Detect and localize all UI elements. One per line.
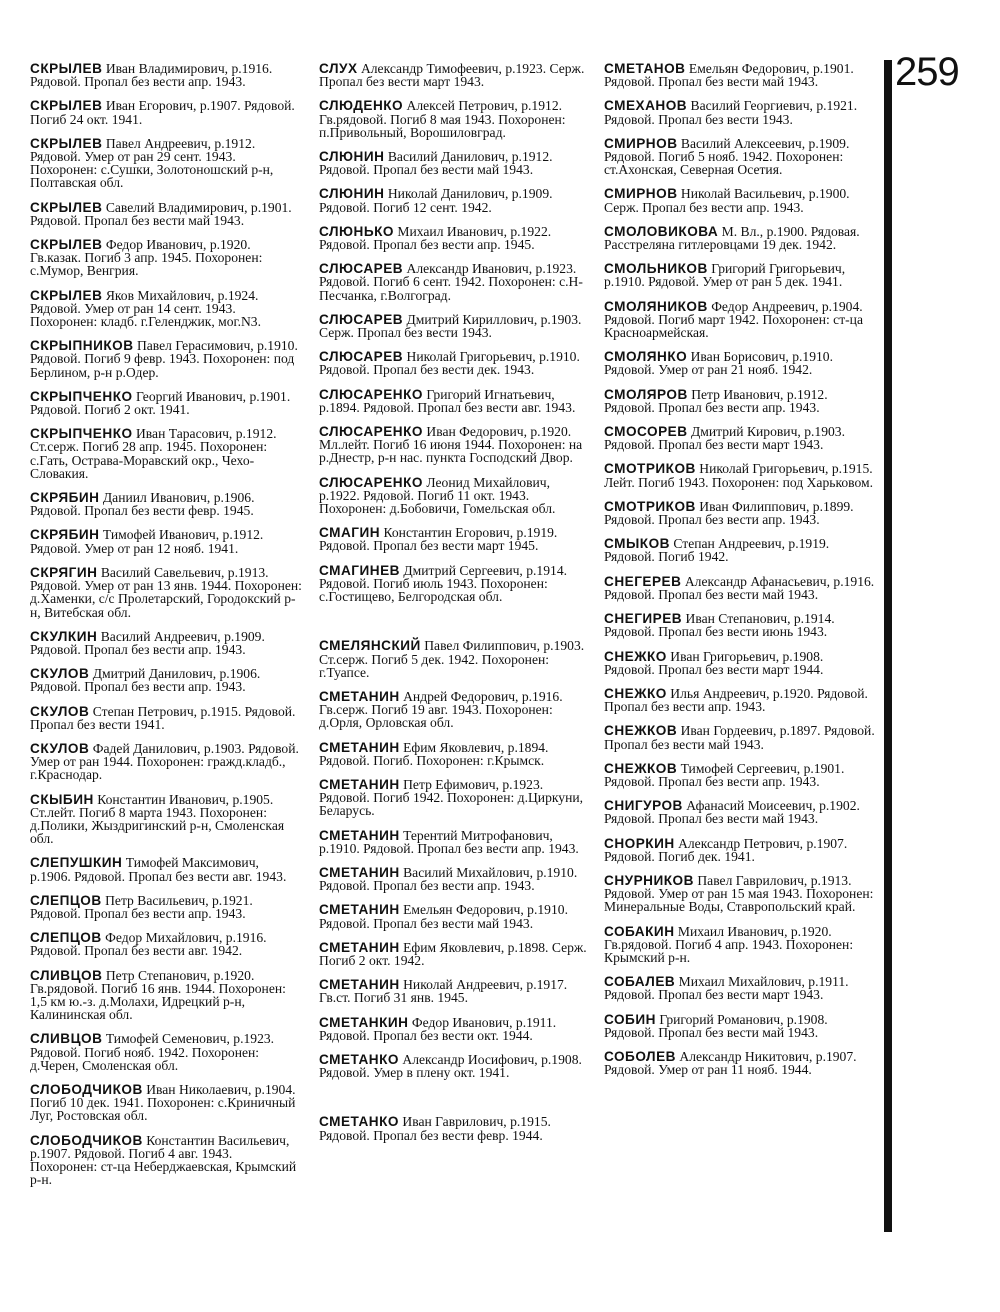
entry-text: Петр Степанович, р.1920. Гв.рядовой. Погиб 16 янв. 1944. Похоронен: 1,5 км ю.-з. д.Молахи, Идрецкий р-н, Калининская обл. [30,967,286,1023]
entry-text: Иван Гаврилович, р.1915. Рядовой. Пропал без вести февр. 1944. [319,1114,551,1143]
surname: СЛОБОДЧИКОВ [30,1132,143,1148]
surname: СНОРКИН [604,835,675,851]
surname: СМЕЛЯНСКИЙ [319,638,421,654]
entry-text: Даниил Иванович, р.1906. Рядовой. Пропал без вести февр. 1945. [30,490,255,519]
entry-text: Александр Иванович, р.1923. Рядовой. Погиб 6 сент. 1942. Похоронен: с.Н-Песчанка, г.Волгоград. [319,261,583,303]
list-item [319,778,591,818]
list-item [30,705,302,731]
entry-text: Николай Данилович, р.1909. Рядовой. Погиб 12 сент. 1942. [319,186,553,215]
surname: СЛЮСАРЕВ [319,311,404,327]
surname: СКУЛОВ [30,740,90,756]
list-item [30,390,302,416]
surname: СЛОБОДЧИКОВ [30,1081,143,1097]
entry-text: Степан Андреевич, р.1919. Рядовой. Погиб 1942. [604,536,830,565]
entry-text: Дмитрий Кирович, р.1903. Рядовой. Пропал без вести март 1943. [604,424,845,453]
list-item [30,62,302,88]
list-item [604,575,876,601]
list-item [604,99,876,125]
surname: СМЕТАНКО [319,1114,399,1130]
surname: СЛИВЦОВ [30,1031,103,1047]
list-item [30,856,302,882]
surname: СЛЮНЬКО [319,223,394,239]
list-item [604,1013,876,1039]
entry-text: Илья Андреевич, р.1920. Рядовой. Пропал без вести апр. 1943. [604,685,868,715]
surname: СЛЕПЦОВ [30,930,102,946]
surname: СЛУХ [319,61,358,76]
entry-text: Петр Васильевич, р.1921. Рядовой. Пропал без вести апр. 1943. [30,892,253,921]
surname: СЛЮНИН [319,186,385,202]
entry-text: Павел Филиппович, р.1903. Ст.серж. Погиб 5 дек. 1942. Похоронен: г.Туапсе. [319,638,585,680]
list-item [30,491,302,517]
surname: СМИРНОВ [604,186,678,202]
list-item [319,262,591,302]
surname: СМОЛЬНИКОВ [604,261,708,277]
surname: СМАГИНЕВ [319,562,400,578]
entry-text: Михаил Иванович, р.1920. Гв.рядовой. Погиб 4 апр. 1943. Похоронен: Крымский р-н. [604,923,854,965]
surname: СЛЕПУШКИН [30,855,123,871]
entry-text: Тимофей Семенович, р.1923. Рядовой. Погиб нояб. 1942. Похоронен: д.Черен, Смоленская обл. [30,1031,275,1073]
surname: СНУРНИКОВ [604,872,694,888]
list-item [30,742,302,782]
list-item [604,975,876,1001]
list-item [319,388,591,414]
surname: СНЕЖКО [604,685,667,701]
list-item [30,667,302,693]
surname: СКРЯБИН [30,527,100,543]
list-item [319,903,591,929]
entry-text: Тимофей Сергеевич, р.1901. Рядовой. Пропал без вести апр. 1943. [604,760,845,789]
list-item [30,1134,302,1187]
list-item [319,829,591,855]
surname: СКРЫЛЕВ [30,287,103,303]
entry-text: Александр Афанасьевич, р.1916. Рядовой. Пропал без вести май 1943. [604,573,875,602]
entry-text: Григорий Романович, р.1908. Рядовой. Пропал без вести май 1943. [604,1011,828,1040]
list-item [319,639,591,679]
list-item [604,300,876,340]
surname: СМЕТАНИН [319,977,400,993]
list-item [30,630,302,656]
surname: СОБАЛЕВ [604,974,676,990]
entry-text: Иван Григорьевич, р.1908. Рядовой. Пропал без вести март 1944. [604,648,824,677]
list-item [30,793,302,846]
surname: СМОЛОВИКОВА [604,223,719,239]
surname: СМЕТАНКИН [319,1014,409,1030]
entry-text: Николай Андреевич, р.1917. Гв.ст. Погиб 31 янв. 1945. [319,977,568,1006]
list-item [30,894,302,920]
surname: СКРЫПЧЕНКО [30,426,133,442]
entry-text: Ефим Яковлевич, р.1898. Серж. Погиб 2 окт. 1942. [319,939,587,968]
surname: СМЕТАНИН [319,827,400,843]
surname: СКРЫЛЕВ [30,237,103,253]
surname: СМЕТАНИН [319,939,400,955]
entry-text: Иван Степанович, р.1914. Рядовой. Пропал без вести июнь 1943. [604,611,835,640]
page-number: 259 [895,50,959,94]
entry-text: Дмитрий Данилович, р.1906. Рядовой. Пропал без вести апр. 1943. [30,666,261,695]
entry-text: М. Вл., р.1900. Рядовая. Расстреляна гитлеровцами 19 дек. 1942. [604,223,860,253]
surname: СКРЫЛЕВ [30,61,103,76]
list-item [30,137,302,190]
list-item [30,289,302,329]
entry-text: Дмитрий Кириллович, р.1903. Серж. Пропал без вести 1943. [319,311,582,341]
list-item [30,201,302,227]
surname: СКРЫЛЕВ [30,98,103,114]
surname: СЛЮСАРЕНКО [319,424,423,440]
list-item [604,724,876,750]
list-item [604,350,876,376]
entry-text: Иван Федорович, р.1920. Мл.лейт. Погиб 16 июня 1944. Похоронен: на р.Днестр, р-н нас. пункта Господский Двор. [319,424,583,466]
entry-text: Константин Васильевич, р.1907. Рядовой. Погиб 4 авг. 1943. Похоронен: ст-ца Неберджаевская, Крымский р-н. [30,1132,297,1188]
entry-text: Василий Алексеевич, р.1909. Рядовой. Погиб 5 нояб. 1942. Похоронен: ст.Ахонская, Северная Осетия. [604,135,850,178]
list-item [319,866,591,892]
entry-text: Георгий Иванович, р.1901. Рядовой. Погиб 2 окт. 1941. [30,388,291,418]
entry-text: Савелий Владимирович, р.1901. Рядовой. Пропал без вести май 1943. [30,199,292,228]
entry-text: Тимофей Иванович, р.1912. Рядовой. Умер от ран 12 нояб. 1941. [30,527,264,556]
surname: СМЕТАНИН [319,739,400,755]
surname: СЛЮСАРЕВ [319,349,404,365]
list-item [604,500,876,526]
column-1 [30,62,302,1197]
entry-text: Афанасий Моисеевич, р.1902. Рядовой. Пропал без вести май 1943. [604,798,860,827]
surname: СКУЛОВ [30,666,90,682]
entry-text: Петр Иванович, р.1912. Рядовой. Пропал без вести апр. 1943. [604,386,828,415]
entry-text: Александр Никитович, р.1907. Рядовой. Умер от ран 11 нояб. 1944. [604,1048,857,1078]
surname: СОБОЛЕВ [604,1048,676,1064]
list-item [604,650,876,676]
entry-text: Павел Гаврилович, р.1913. Рядовой. Умер от ран 15 мая 1943. Похоронен: Минеральные Воды, Ставропольский край. [604,872,874,915]
entry-text: Иван Борисович, р.1910. Рядовой. Умер от ран 21 нояб. 1942. [604,349,833,378]
entry-text: Фадей Данилович, р.1903. Рядовой. Умер от ран 1944. Похоронен: гражд.кладб., г.Краснодар. [30,740,299,783]
surname: СМЕТАНИН [319,864,400,880]
surname: СМОЛЯНКО [604,349,688,365]
surname: СОБАКИН [604,923,675,939]
surname: СКУЛКИН [30,628,98,644]
surname: СЛЮДЕНКО [319,98,404,114]
entry-text: Иван Тарасович, р.1912. Ст.серж. Погиб 28 апр. 1945. Похоронен: с.Гать, Острава-Моравский окр., Чехо-Словакия. [30,426,277,481]
list-item [604,687,876,713]
list-item [604,262,876,288]
list-item [30,427,302,480]
surname: СКЫБИН [30,791,94,807]
entry-text: Иван Гордеевич, р.1897. Рядовой. Пропал без вести май 1943. [604,723,875,752]
entry-text: Федор Иванович, р.1911. Рядовой. Пропал без вести окт. 1944. [319,1014,557,1043]
surname: СМОЛЯНИКОВ [604,298,708,314]
surname: СКРЯГИН [30,564,98,580]
list-item [30,931,302,957]
surname: СНЕЖКОВ [604,760,678,776]
list-item [30,1032,302,1072]
entry-text: Павел Андреевич, р.1912. Рядовой. Умер от ран 29 сент. 1943. Похоронен: с.Сушки, Золотоношский р-н, Полтавская обл. [30,135,274,191]
surname: СНЕЖКО [604,648,667,664]
entry-text: Николай Григорьевич, р.1915. Лейт. Погиб 1943. Похоронен: под Харьковом. [604,461,874,490]
list-item [604,1050,876,1076]
list-item [319,1053,591,1079]
entry-text: Терентий Митрофанович, р.1910. Рядовой. Пропал без вести апр. 1943. [319,827,579,856]
column-2 [319,62,591,1153]
list-item [30,238,302,278]
entry-text: Федор Иванович, р.1920. Гв.казак. Погиб 3 апр. 1945. Похоронен: с.Мумор, Венгрия. [30,237,263,279]
surname: СМЕТАНОВ [604,61,686,76]
list-item [604,62,876,88]
list-item [604,837,876,863]
surname: СКРЯБИН [30,490,100,506]
surname: СОБИН [604,1011,656,1027]
entry-text: Яков Михайлович, р.1924. Рядовой. Умер от ран 14 сент. 1943. Похоронен: кладб. г.Геленджик, мог.N3. [30,287,261,330]
surname: СНЕЖКОВ [604,723,678,739]
list-item [319,62,591,88]
entry-text: Иван Филиппович, р.1899. Рядовой. Пропал без вести апр. 1943. [604,498,854,528]
column-3 [604,62,876,1087]
list-item [604,874,876,914]
list-item [604,187,876,213]
entry-text: Иван Егорович, р.1907. Рядовой. Погиб 24 окт. 1941. [30,98,295,127]
entry-text: Иван Владимирович, р.1916. Рядовой. Пропал без вести апр. 1943. [30,61,273,90]
surname: СНЕГЕРЕВ [604,573,682,589]
list-item [319,690,591,730]
entry-text: Андрей Федорович, р.1916. Гв.серж. Погиб 19 авг. 1943. Похоронен: д.Орля, Орловская обл. [319,688,563,731]
list-item [319,476,591,516]
list-item [604,612,876,638]
surname: СМЕТАНКО [319,1051,399,1067]
list-item [30,969,302,1022]
surname: СЛЮНИН [319,149,385,165]
list-item [319,313,591,339]
entry-text: Емельян Федорович, р.1901. Рядовой. Пропал без вести май 1943. [604,61,854,90]
entry-text: Емельян Федорович, р.1910. Рядовой. Пропал без вести май 1943. [319,902,568,931]
surname: СНИГУРОВ [604,798,683,814]
list-item [319,741,591,767]
list-item [319,350,591,376]
entry-text: Михаил Михайлович, р.1911. Рядовой. Пропал без вести март 1943. [604,974,849,1003]
list-item [604,537,876,563]
surname: СМЫКОВ [604,536,670,552]
entry-text: Федор Михайлович, р.1916. Рядовой. Пропал без вести авг. 1942. [30,930,267,959]
entry-text: Василий Данилович, р.1912. Рядовой. Пропал без вести май 1943. [319,149,553,178]
entry-text: Дмитрий Сергеевич, р.1914. Рядовой. Погиб июль 1943. Похоронен: с.Гостищево, Белгородская обл. [319,562,568,605]
list-item [319,564,591,604]
list-item [319,225,591,251]
list-item [604,137,876,177]
list-item [319,187,591,213]
surname: СЛЕПЦОВ [30,892,102,908]
entry-text: Тимофей Максимович, р.1906. Рядовой. Пропал без вести авг. 1943. [30,855,287,884]
surname: СЛЮСАРЕНКО [319,386,423,402]
list-item [319,941,591,967]
list-item [319,1016,591,1042]
surname: СМЕТАНИН [319,776,400,792]
surname: СЛЮСАРЕВ [319,261,404,277]
surname: СМОЛЯРОВ [604,386,688,402]
entry-text: Василий Михайлович, р.1910. Рядовой. Пропал без вести апр. 1943. [319,864,578,894]
surname: СКРЫПНИКОВ [30,338,134,354]
entry-text: Александр Иосифович, р.1908. Рядовой. Умер в плену окт. 1941. [319,1051,582,1081]
surname: СМЕХАНОВ [604,98,688,114]
list-item [30,99,302,125]
entry-text: Николай Григорьевич, р.1910. Рядовой. Пропал без вести дек. 1943. [319,349,580,378]
surname: СМИРНОВ [604,135,678,151]
surname: СКРЫПЧЕНКО [30,388,133,404]
surname: СМАГИН [319,525,381,541]
entry-text: Степан Петрович, р.1915. Рядовой. Пропал без вести 1941. [30,703,296,732]
list-item [319,526,591,552]
entry-text: Василий Савельевич, р.1913. Рядовой. Умер от ран 13 янв. 1944. Похоронен: д.Хаменки, с/с Пролетарский, Городокский р-н, Витебская обл. [30,564,302,620]
entry-text: Григорий Игнатьевич, р.1894. Рядовой. Пропал без вести авг. 1943. [319,386,576,415]
list-item [319,425,591,465]
surname: СМЕТАНИН [319,902,400,918]
vertical-rule [884,60,892,1232]
entry-text: Петр Ефимович, р.1923. Рядовой. Погиб 1942. Похоронен: д.Циркуни, Беларусь. [319,776,584,819]
list-item [604,425,876,451]
surname: СМОТРИКОВ [604,498,696,514]
list-item [319,150,591,176]
surname: СМОТРИКОВ [604,461,696,477]
surname: СКРЫЛЕВ [30,135,103,151]
entry-text: Григорий Григорьевич, р.1910. Рядовой. Умер от ран 5 дек. 1941. [604,261,846,290]
surname: СНЕГИРЕВ [604,611,683,627]
list-item [604,925,876,965]
entry-text: Михаил Иванович, р.1922. Рядовой. Пропал без вести апр. 1945. [319,223,552,253]
list-item [604,799,876,825]
entry-text: Павел Герасимович, р.1910. Рядовой. Погиб 9 февр. 1943. Похоронен: под Берлином, р-н р.Одер. [30,338,298,380]
list-item [30,1083,302,1123]
list-item [604,762,876,788]
surname: СКУЛОВ [30,703,90,719]
entry-text: Леонид Михайлович, р.1922. Рядовой. Погиб 11 окт. 1943. Похоронен: д.Бобовичи, Гомельская обл. [319,474,556,517]
entry-text: Николай Васильевич, р.1900. Серж. Пропал без вести апр. 1943. [604,186,850,215]
surname: СЛИВЦОВ [30,967,103,983]
entry-text: Василий Андреевич, р.1909. Рядовой. Пропал без вести апр. 1943. [30,628,265,657]
list-item [319,99,591,139]
entry-text: Александр Тимофеевич, р.1923. Серж. Пропал без вести март 1943. [319,61,585,90]
entry-text: Алексей Петрович, р.1912. Гв.рядовой. Погиб 8 мая 1943. Похоронен: п.Привольный, Ворошиловград. [319,98,566,140]
list-item [604,225,876,251]
entry-text: Ефим Яковлевич, р.1894. Рядовой. Погиб. Похоронен: г.Крымск. [319,739,549,768]
entry-text: Константин Иванович, р.1905. Ст.лейт. Погиб 8 марта 1943. Похоронен: д.Полики, Жыздригинский р-н, Смоленская обл. [30,791,285,847]
list-item [30,528,302,554]
surname: СЛЮСАРЕНКО [319,474,423,490]
list-item [319,1115,591,1141]
surname: СМОСОРЕВ [604,424,688,440]
entry-text: Иван Николаевич, р.1904. Погиб 10 дек. 1941. Похоронен: с.Криничный Луг, Ростовская обл. [30,1081,296,1124]
entry-text: Александр Петрович, р.1907. Рядовой. Погиб дек. 1941. [604,835,848,864]
list-item [30,566,302,619]
surname: СКРЫЛЕВ [30,199,103,215]
list-item [30,339,302,379]
list-item [319,978,591,1004]
list-item [604,388,876,414]
entry-text: Федор Андреевич, р.1904. Рядовой. Погиб март 1942. Похоронен: ст-ца Красноармейская. [604,298,863,341]
entry-text: Константин Егорович, р.1919. Рядовой. Пропал без вести март 1945. [319,525,558,554]
list-item [604,462,876,488]
entry-text: Василий Георгиевич, р.1921. Рядовой. Пропал без вести 1943. [604,98,858,127]
surname: СМЕТАНИН [319,688,400,704]
